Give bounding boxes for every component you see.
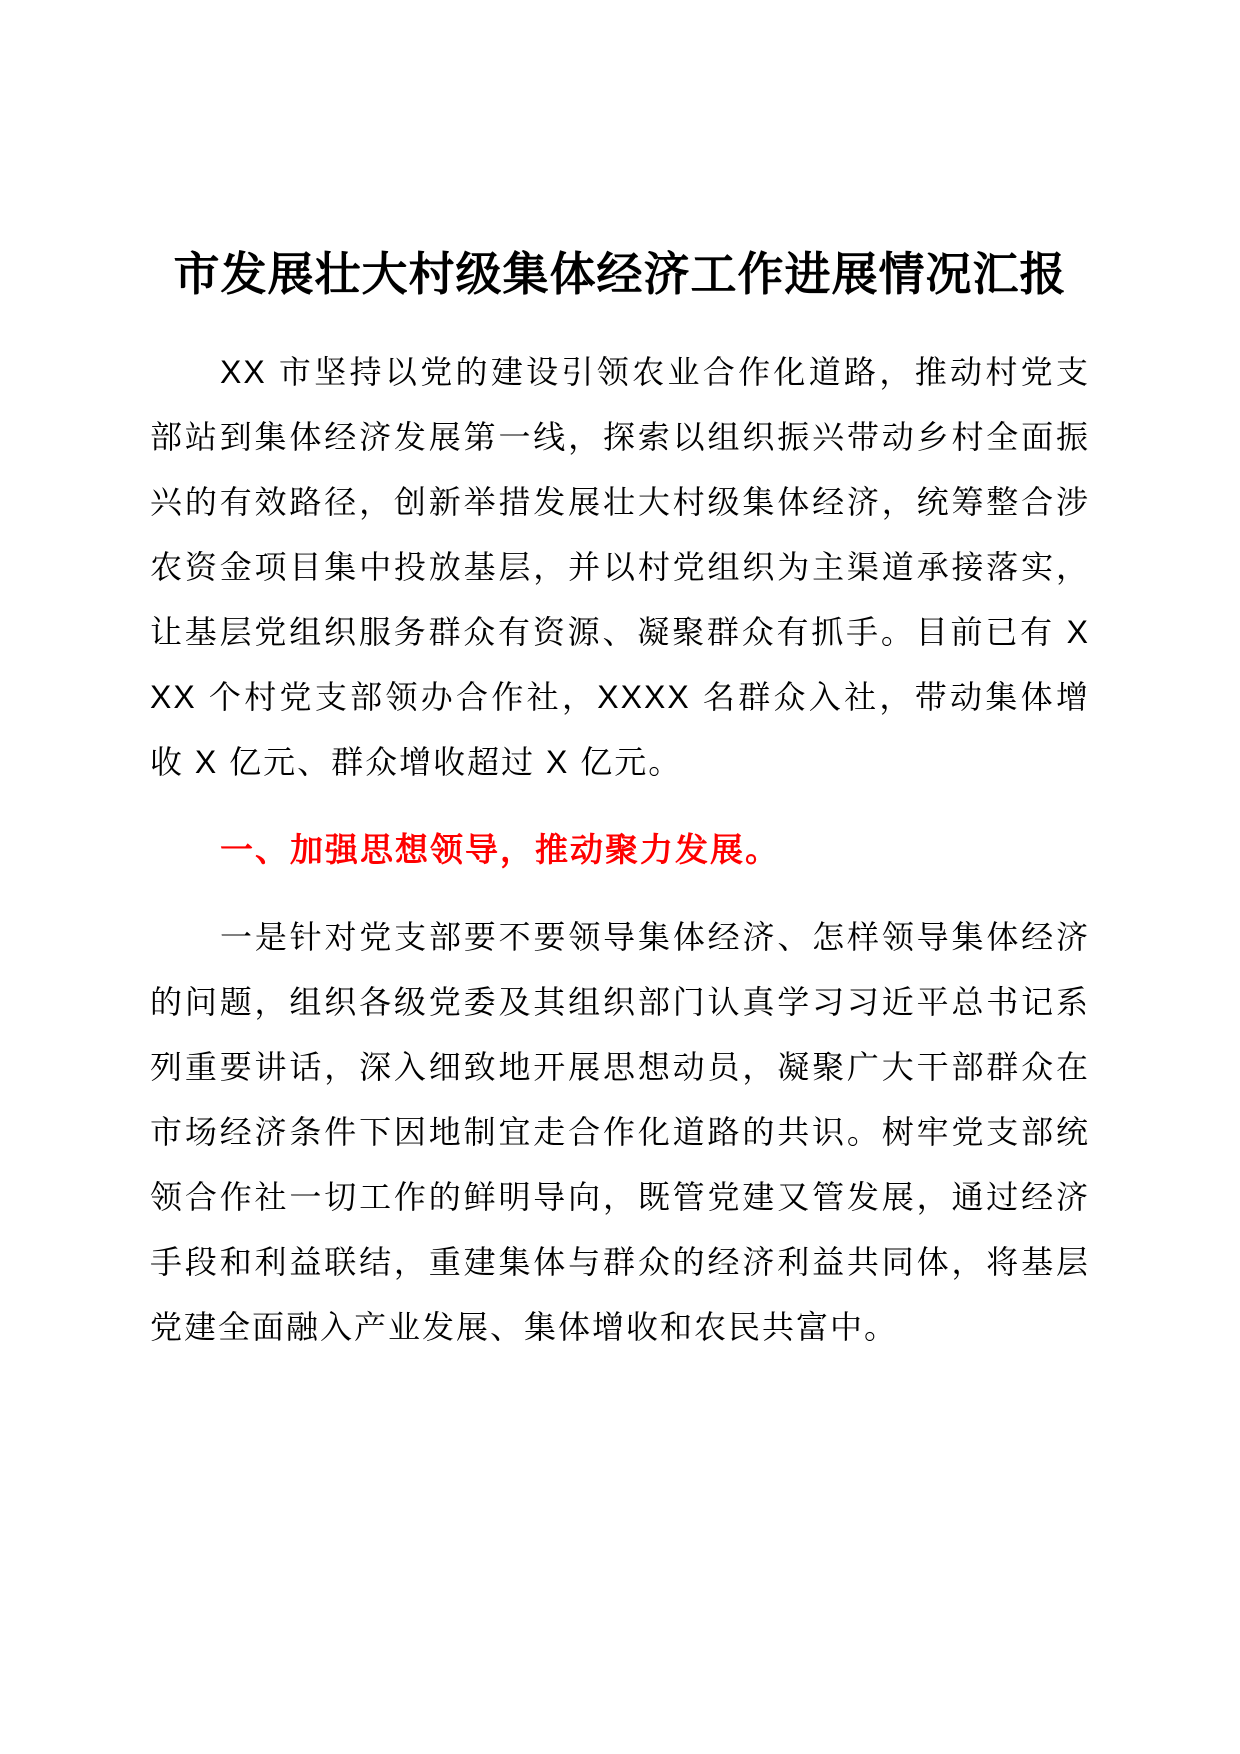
document-title: 市发展壮大村级集体经济工作进展情况汇报 bbox=[173, 248, 1067, 300]
body-paragraph-section-1: 一是针对党支部要不要领导集体经济、怎样领导集体经济的问题，组织各级党委及其组织部门认真学习习近平总书记系列重要讲话，深入细致地开展思想动员，凝聚广大干部群众在市场经济条件下因地制宜走合作化道路的共识。树牢党支部统领合作社一切工作的鲜明导向，既管党建又管发展，通过经济手段和利益联结，重建集体与群众的经济利益共同体，将基层党建全面融入产业发展、集体增收和农民共富中。 bbox=[150, 919, 1090, 1345]
body-paragraph-intro: XX 市坚持以党的建设引领农业合作化道路，推动村党支部站到集体经济发展第一线，探索以组织振兴带动乡村全面振兴的有效路径，创新举措发展壮大村级集体经济，统筹整合涉农资金项目集中投放基层，并以村党组织为主渠道承接落实，让基层党组织服务群众有资源、凝聚群众有抓手。目前已有 XXX 个村党支部领办合作社，XXXX 名群众入社，带动集体增收 X 亿元、群众增收超过 X 亿元。 bbox=[150, 354, 1090, 780]
section-heading-1: 一、加强思想领导，推动聚力发展。 bbox=[220, 831, 780, 868]
